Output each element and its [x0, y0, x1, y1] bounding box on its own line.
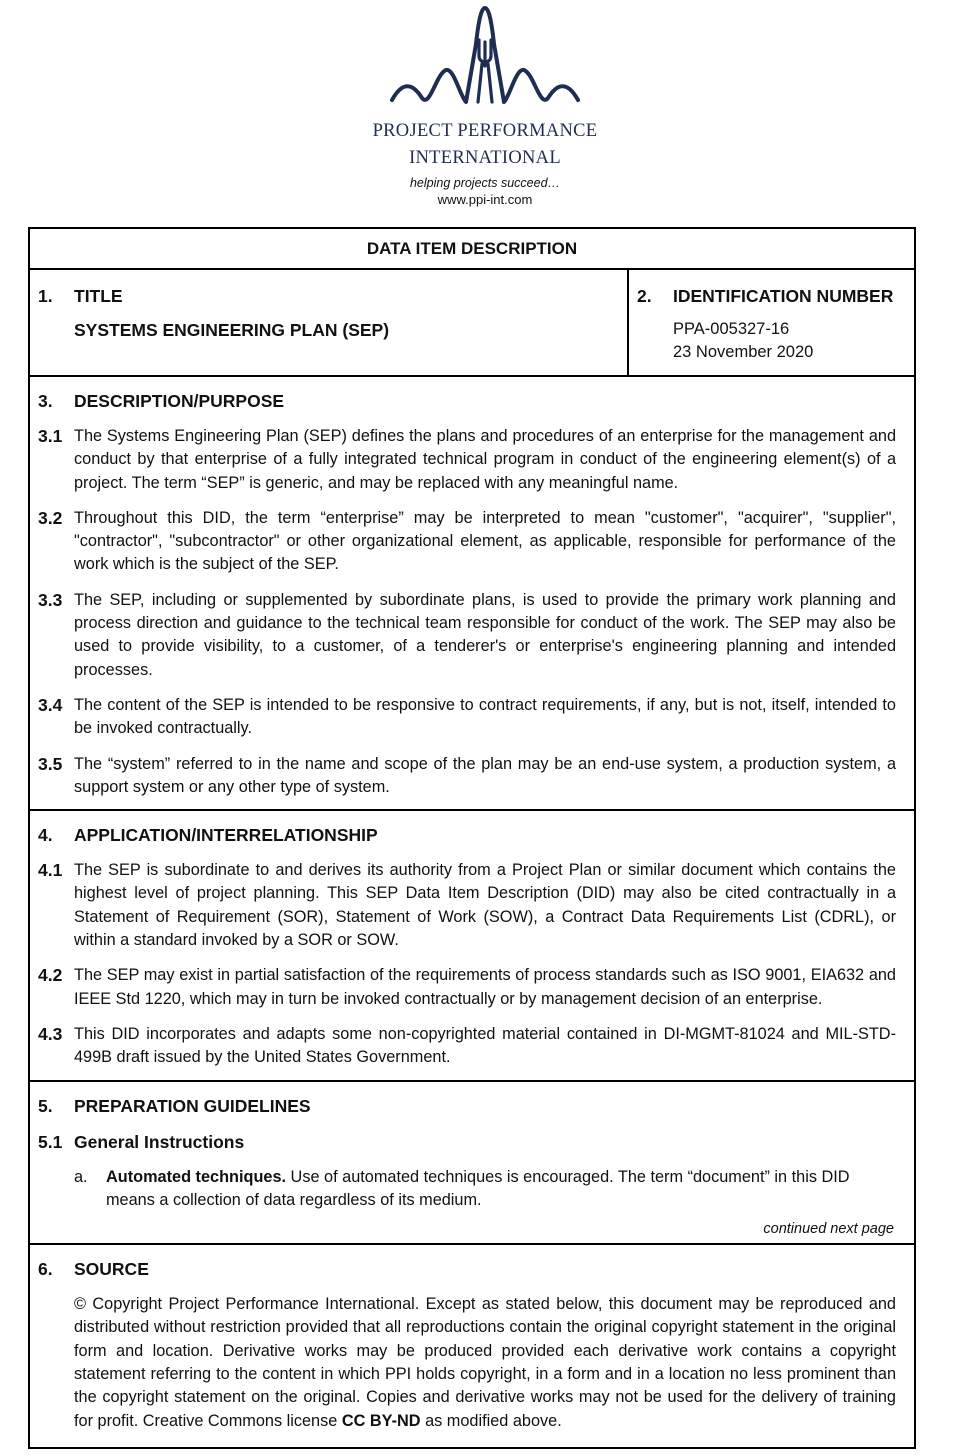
section-title: APPLICATION/INTERRELATIONSHIP	[74, 825, 378, 846]
id-number-label-num: 2.	[637, 286, 652, 306]
section-number: 3.	[38, 391, 53, 411]
ppi-waveform-logo-icon	[390, 4, 580, 108]
subsection-heading	[38, 1130, 906, 1154]
header-logo-block	[0, 0, 970, 207]
section-description-purpose	[30, 377, 914, 811]
paragraph-text: Throughout this DID, the term “enterprise” may be interpreted to mean "customer", "acquirer", "supplier", "contractor", "subcontractor" or other organizational element, as applicable, responsible for performance of the work which is the subject of the SEP.	[74, 508, 896, 574]
section-title: DESCRIPTION/PURPOSE	[74, 391, 285, 411]
document-title: SYSTEMS ENGINEERING PLAN (SEP)	[74, 320, 390, 340]
paragraph-number: 3.3	[38, 589, 63, 610]
data-item-description-table	[28, 227, 916, 1449]
id-number-label: IDENTIFICATION NUMBER	[673, 286, 894, 306]
section-number: 4.	[38, 825, 53, 846]
paragraph	[38, 589, 906, 682]
paragraph-text: The Systems Engineering Plan (SEP) defines the plans and procedures of an enterprise for the management and conduct by that enterprise of a fully integrated technical program in conduct of the engineering element(s) of a project. The term “SEP” is generic, and may be replaced with any meaningful name.	[74, 427, 896, 492]
title-cell	[30, 270, 629, 375]
paragraph-number: 3.5	[38, 753, 63, 774]
tagline: helping projects succeed…	[409, 176, 561, 190]
document-date: 23 November 2020	[673, 343, 814, 361]
paragraph-number: 4.2	[38, 965, 63, 986]
copyright-statement	[74, 1293, 906, 1433]
subsection-title: General Instructions	[74, 1131, 245, 1152]
paragraph	[38, 694, 906, 741]
paragraph	[38, 964, 906, 1011]
paragraph-number: 3.1	[38, 426, 63, 446]
paragraph-text: The SEP is subordinate to and derives its authority from a Project Plan or similar document which contains the highest level of project planning. This SEP Data Item Description (DID) may also be cited contractually in a Statement of Requirement (SOR), Statement of Work (SOW), a Contract Data Requirements List (CDRL), or within a standard invoked by a SOR or SOW.	[74, 861, 896, 950]
section-application-interrelationship	[30, 811, 914, 1081]
paragraph-text: The “system” referred to in the name and scope of the plan may be an end-use system, a production system, a support system or any other type of system.	[74, 754, 896, 796]
title-id-row	[30, 270, 914, 377]
identification-cell	[629, 270, 914, 375]
section-title: SOURCE	[74, 1259, 149, 1280]
paragraph-text: The content of the SEP is intended to be responsive to contract requirements, if any, but is not, itself, intended to be invoked contractually.	[74, 695, 896, 738]
did-heading: DATA ITEM DESCRIPTION	[30, 229, 914, 270]
section-title: PREPARATION GUIDELINES	[74, 1095, 311, 1116]
list-item	[74, 1166, 906, 1213]
copyright-text: © Copyright Project Performance International. Except as stated below, this document may be reproduced and distributed without restriction provided that all reproductions contain the original copyright statement in the original form and location. Derivative works may be produced provided each derivative work contains a copyright statement referring to the content in which PPI holds copyright, in a form and in a location no less prominent than the copyright statement on the original. Copies and derivative works may not be used for the delivery of training for profit. Creative Commons license	[74, 1295, 896, 1430]
paragraph-text: The SEP, including or supplemented by subordinate plans, is used to provide the primary work planning and process direction and guidance to the technical team responsible for conduct of the work. The SEP may also be used to provide visibility, to a customer, of a tenderer's or enterprise's engineering planning and intended processes.	[74, 590, 896, 679]
paragraph	[38, 425, 906, 495]
paragraph-text: This DID incorporates and adapts some non-copyrighted material contained in DI-MGMT-81024 and MIL-STD-499B draft issued by the United States Government.	[74, 1024, 896, 1067]
list-letter: a.	[74, 1167, 88, 1186]
identification-number: PPA-005327-16	[673, 320, 790, 338]
paragraph	[38, 507, 906, 577]
org-name-line2: INTERNATIONAL	[409, 148, 561, 168]
paragraph-number: 3.4	[38, 694, 63, 715]
section-preparation-guidelines	[30, 1082, 914, 1246]
section-number: 6.	[38, 1259, 53, 1280]
copyright-text-end: as modified above.	[420, 1411, 562, 1430]
paragraph-number: 4.3	[38, 1023, 63, 1044]
section-number: 5.	[38, 1095, 53, 1116]
website-url: www.ppi-int.com	[437, 192, 533, 207]
section-source	[30, 1245, 914, 1447]
subsection-number: 5.1	[38, 1131, 63, 1152]
title-label: TITLE	[74, 286, 123, 306]
title-number: 1.	[38, 286, 53, 306]
continued-next-page-note: continued next page	[763, 1221, 894, 1238]
license-name: CC BY-ND	[341, 1411, 421, 1430]
org-name-line1: PROJECT PERFORMANCE	[372, 121, 598, 141]
paragraph-text: The SEP may exist in partial satisfaction of the requirements of process standards such as ISO 9001, EIA632 and IEEE Std 1220, which may in turn be invoked contractually or by management decision of an enterprise.	[74, 966, 896, 1008]
list-item-lead: Automated techniques.	[106, 1167, 287, 1186]
paragraph-number: 3.2	[38, 507, 63, 528]
list-item-text: Use of automated techniques is encouraged. The term “document” in this DID means a collection of data regardless of its medium.	[106, 1167, 850, 1209]
list-item-content	[106, 1166, 906, 1213]
paragraph	[38, 1023, 906, 1070]
paragraph	[38, 859, 906, 952]
paragraph-number: 4.1	[38, 860, 63, 881]
paragraph	[38, 753, 906, 800]
